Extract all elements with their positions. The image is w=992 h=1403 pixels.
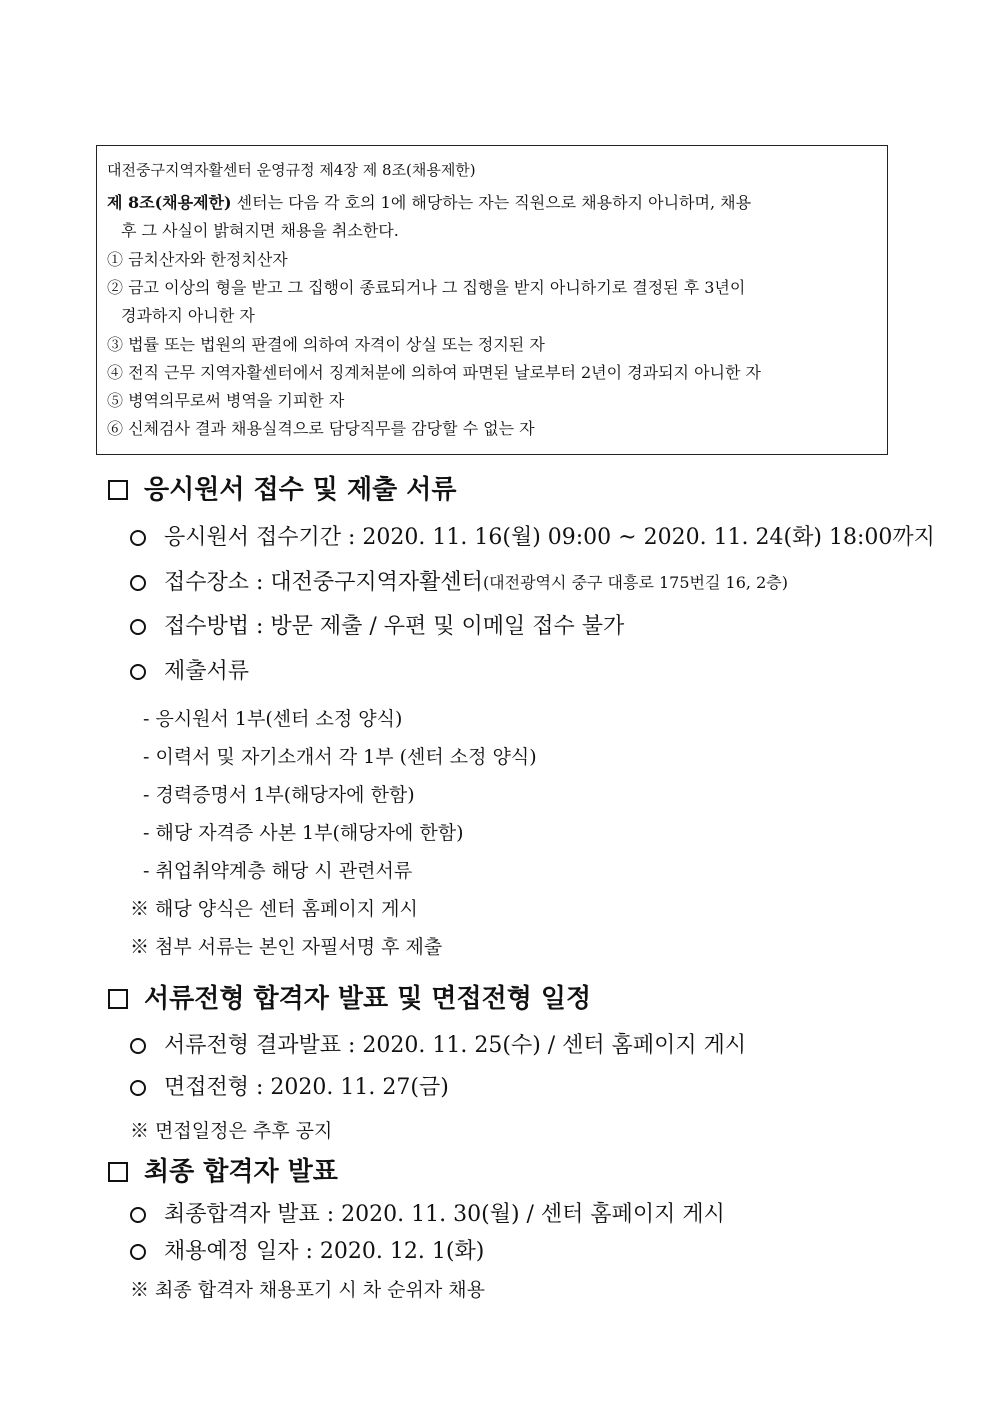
section1-note-1: ※ 해당 양식은 센터 홈페이지 게시 [130, 898, 418, 920]
section2-interview [130, 1074, 449, 1102]
section2-heading [108, 983, 591, 1015]
section1-docs-title [130, 658, 249, 686]
checkbox-square-icon [108, 989, 128, 1009]
circle-bullet-icon [130, 1244, 146, 1260]
rule-article-line-2: 후 그 사실이 밝혀지면 채용을 취소한다. [121, 221, 399, 240]
circle-bullet-icon [130, 1038, 146, 1054]
rule-item-6: ⑥ 신체검사 결과 채용실격으로 담당직무를 감당할 수 없는 자 [107, 419, 535, 438]
section2-interview-text: 면접전형 : 2020. 11. 27(금) [164, 1075, 449, 1100]
circle-bullet-icon [130, 1080, 146, 1096]
doc-item-1: - 응시원서 1부(센터 소정 양식) [143, 708, 403, 730]
section3-hire-date-text: 채용예정 일자 : 2020. 12. 1(화) [164, 1239, 485, 1264]
circle-bullet-icon [130, 664, 146, 680]
section2-heading-text: 서류전형 합격자 발표 및 면접전형 일정 [144, 984, 592, 1014]
section3-heading-text: 최종 합격자 발표 [144, 1157, 338, 1187]
circle-bullet-icon [130, 1207, 146, 1223]
doc-item-5: - 취업취약계층 해당 시 관련서류 [143, 860, 413, 882]
section1-method [130, 613, 624, 641]
rule-box-title: 대전중구지역자활센터 운영규정 제4장 제 8조(채용제한) [107, 161, 476, 179]
section1-period-text: 응시원서 접수기간 : 2020. 11. 16(월) 09:00 ~ 2020. 11. 24(화) 18:00까지 [164, 525, 935, 550]
section1-docs-title-text: 제출서류 [164, 659, 250, 684]
section3-heading [108, 1156, 338, 1188]
doc-item-4: - 해당 자격증 사본 1부(해당자에 한함) [143, 822, 464, 844]
rule-article-label: 제 8조(채용제한) [107, 193, 232, 212]
rule-item-1: ① 금치산자와 한정치산자 [107, 250, 288, 269]
circle-bullet-icon [130, 619, 146, 635]
section1-heading [108, 474, 456, 506]
checkbox-square-icon [108, 480, 128, 500]
section3-note: ※ 최종 합격자 채용포기 시 차 순위자 채용 [130, 1279, 485, 1301]
rule-item-2: ② 금고 이상의 형을 받고 그 집행이 종료되거나 그 집행을 받지 아니하기로 결정된 후 3년이 [107, 278, 746, 297]
checkbox-square-icon [108, 1162, 128, 1182]
section1-place-address: (대전광역시 중구 대흥로 175번길 16, 2층) [482, 573, 788, 592]
section2-result [130, 1032, 746, 1060]
rule-box [96, 145, 888, 455]
section2-note: ※ 면접일정은 추후 공지 [130, 1120, 333, 1142]
rule-item-4: ④ 전직 근무 지역자활센터에서 징계처분에 의하여 파면된 날로부터 2년이 경과되지 아니한 자 [107, 363, 761, 382]
rule-item-5: ⑤ 병역의무로써 병역을 기피한 자 [107, 391, 345, 410]
rule-item-2-cont: 경과하지 아니한 자 [121, 306, 255, 325]
section1-period [130, 524, 935, 552]
doc-item-2: - 이력서 및 자기소개서 각 1부 (센터 소정 양식) [143, 746, 537, 768]
section2-result-text: 서류전형 결과발표 : 2020. 11. 25(수) / 센터 홈페이지 게시 [164, 1033, 747, 1058]
section1-place-text: 접수장소 : 대전중구지역자활센터 [164, 570, 483, 595]
section3-hire-date [130, 1238, 484, 1266]
section3-final-text: 최종합격자 발표 : 2020. 11. 30(월) / 센터 홈페이지 게시 [164, 1202, 725, 1227]
section1-method-text: 접수방법 : 방문 제출 / 우편 및 이메일 접수 불가 [164, 614, 625, 639]
rule-item-3: ③ 법률 또는 법원의 판결에 의하여 자격이 상실 또는 정지된 자 [107, 335, 545, 354]
circle-bullet-icon [130, 575, 146, 591]
section1-note-2: ※ 첨부 서류는 본인 자필서명 후 제출 [130, 936, 443, 958]
doc-item-3: - 경력증명서 1부(해당자에 한함) [143, 784, 415, 806]
section1-place [130, 569, 788, 597]
section1-heading-text: 응시원서 접수 및 제출 서류 [144, 475, 457, 505]
circle-bullet-icon [130, 530, 146, 546]
rule-article-line-1 [107, 193, 751, 213]
rule-article-text-1: 센터는 다음 각 호의 1에 해당하는 자는 직원으로 채용하지 아니하며, 채용 [231, 193, 752, 212]
section3-final [130, 1201, 725, 1229]
